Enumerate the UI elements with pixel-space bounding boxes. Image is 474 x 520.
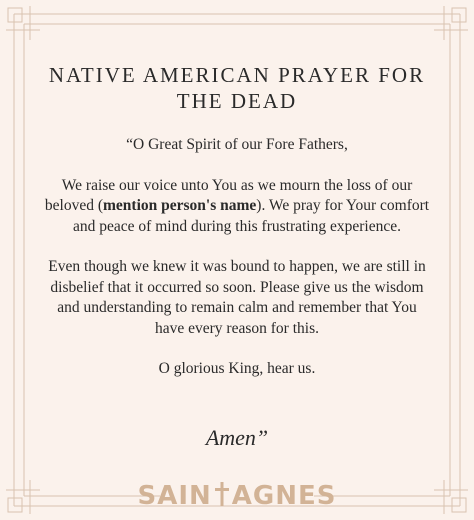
page-title: NATIVE AMERICAN PRAYER FOR THE DEAD — [48, 63, 426, 113]
cross-icon — [214, 481, 230, 507]
prayer-paragraph-mourning — [44, 176, 430, 238]
prayer-paragraph-disbelief: Even though we knew it was bound to happen, we are still in disbelief that it occurred so soon. Please give us the wisdom and understanding to remain calm and remember that You have every reason for this. — [48, 258, 426, 337]
paragraph-text-after: ). We pray for Your comfort and peace of mind during this frustrating experience. — [73, 197, 430, 235]
prayer-closing: Amen” — [205, 425, 269, 450]
prayer-opening-line: “O Great Spirit of our Fore Fathers, — [126, 136, 348, 153]
logo-text-left: SAIN — [137, 481, 212, 511]
paragraph-text-before: We raise our voice unto You as we mourn the loss of our beloved ( — [44, 176, 413, 214]
name-placeholder: mention person's name — [103, 197, 257, 214]
logo-text-right: AGNES — [231, 481, 337, 511]
prayer-paragraph-hear-us: O glorious King, hear us. — [158, 360, 316, 377]
saint-agnes-logo — [0, 481, 474, 511]
prayer-body — [44, 135, 430, 400]
